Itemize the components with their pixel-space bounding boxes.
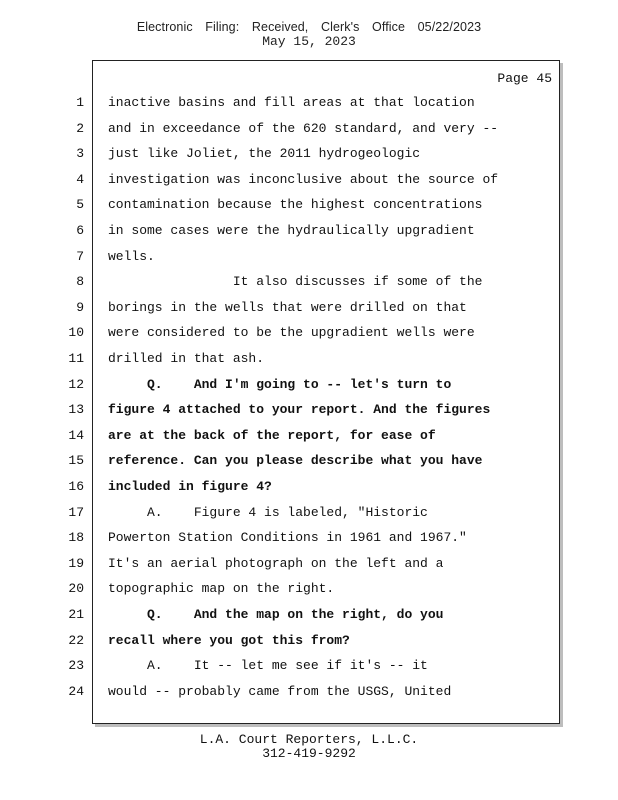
- line-number: 11: [68, 351, 84, 366]
- line-number: 4: [76, 171, 84, 187]
- line-number: 8: [76, 274, 84, 290]
- line-text: are at the back of the report, for ease of: [108, 427, 436, 443]
- line-text: A. Figure 4 is labeled, "Historic: [108, 504, 428, 520]
- line-number: 24: [68, 683, 84, 699]
- line-number: 2: [76, 120, 84, 136]
- line-number: 15: [68, 453, 84, 469]
- line-text: Q. And the map on the right, do you: [108, 607, 444, 622]
- line-text: figure 4 attached to your report. And the figures: [108, 402, 491, 418]
- line-text: included in figure 4?: [108, 479, 272, 494]
- line-text: inactive basins and fill areas at that location: [108, 95, 475, 110]
- line-text: were considered to be the upgradient wells were: [108, 325, 475, 341]
- line-number: 3: [76, 146, 84, 162]
- line-number: 14: [68, 427, 84, 443]
- line-text: It also discusses if some of the: [108, 274, 483, 290]
- line-number: 10: [68, 325, 84, 341]
- line-number: 9: [76, 299, 84, 315]
- line-number: 18: [68, 530, 84, 546]
- line-text: A. It -- let me see if it's -- it: [108, 658, 428, 674]
- line-number: 5: [76, 197, 84, 213]
- line-number: 22: [68, 632, 84, 648]
- transcript-date: May 15, 2023: [262, 34, 356, 49]
- line-text: Q. And I'm going to -- let's turn to: [108, 376, 452, 392]
- line-number: 16: [68, 479, 84, 494]
- line-text: drilled in that ash.: [108, 351, 265, 366]
- footer-company: L.A. Court Reporters, L.L.C.: [199, 732, 419, 747]
- line-text: and in exceedance of the 620 standard, and very --: [108, 120, 499, 136]
- line-text: wells.: [108, 248, 155, 264]
- line-text: recall where you got this from?: [108, 632, 350, 648]
- filing-stamp: Electronic Filing: Received, Clerk's Office 05/22/2023: [136, 20, 482, 34]
- line-text: topographic map on the right.: [108, 581, 335, 597]
- line-number: 17: [68, 504, 84, 520]
- line-number: 13: [68, 402, 84, 418]
- page-number: Page 45: [497, 71, 552, 86]
- line-number: 6: [76, 223, 84, 238]
- line-text: just like Joliet, the 2011 hydrogeologic: [108, 146, 421, 162]
- line-number: 20: [68, 581, 84, 597]
- line-text: in some cases were the hydraulically upgradient: [108, 223, 475, 238]
- line-text: contamination because the highest concentrations: [108, 197, 483, 213]
- line-number: 7: [76, 248, 84, 264]
- line-text: It's an aerial photograph on the left and a: [108, 555, 444, 571]
- footer-phone: 312-419-9292: [262, 746, 356, 761]
- line-text: investigation was inconclusive about the source of: [108, 171, 499, 187]
- line-number: 23: [68, 658, 84, 674]
- line-text: would -- probably came from the USGS, United: [108, 683, 452, 699]
- line-text: borings in the wells that were drilled on that: [108, 299, 467, 315]
- line-text: Powerton Station Conditions in 1961 and 1967.": [108, 530, 467, 546]
- line-number: 1: [76, 95, 84, 110]
- line-number: 21: [68, 607, 84, 622]
- line-number: 12: [68, 376, 84, 392]
- line-text: reference. Can you please describe what you have: [108, 453, 483, 469]
- line-number: 19: [68, 555, 84, 571]
